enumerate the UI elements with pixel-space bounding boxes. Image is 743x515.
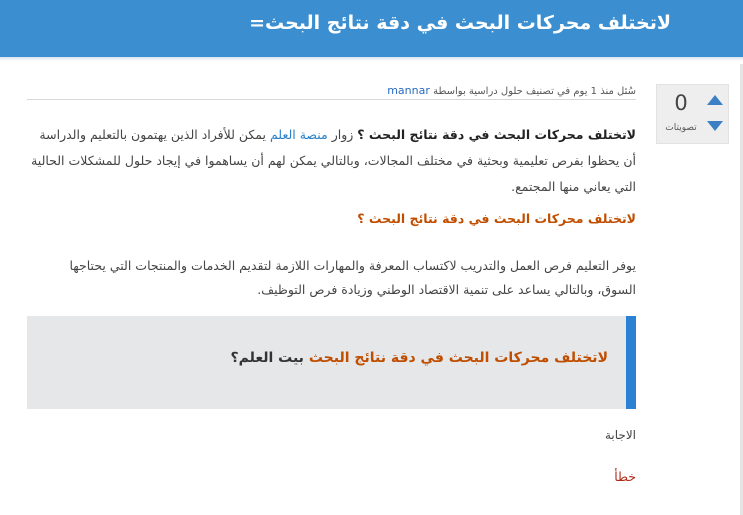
question-title: لاتختلف محركات البحث في دقة نتائج البحث= [249,12,671,34]
quote-text [231,350,609,366]
paragraph-pre-link: زوار [327,127,358,142]
vote-box [656,84,729,144]
meta-text: سُئل منذ 1 يوم في تصنيف حلول دراسية بواسطة [433,86,636,97]
vote-count: 0 [674,91,688,115]
vote-label: تصويتات [665,123,697,133]
author-link[interactable]: mannar [387,84,430,97]
question-meta [387,84,636,97]
answer-value: خطأ [614,469,636,484]
quote-site: بيت العلم؟ [230,350,304,366]
quote-question: لاتختلف محركات البحث في دقة نتائج البحث [308,350,608,366]
answer-label: الاجابة [604,428,636,442]
body-paragraph-1 [27,122,636,200]
body-subheading: لاتختلف محركات البحث في دقة نتائج البحث ؟ [357,211,636,226]
title-bar [0,0,743,57]
vote-down-icon[interactable] [707,121,723,131]
title-bar-shadow [0,57,743,61]
body-paragraph-2: يوفر التعليم فرص العمل والتدريب لاكتساب المعرفة والمهارات اللازمة لتقديم الخدمات والمنتجات التي يحتاجها السوق، وبالتالي يساعد على تنمية الاقتصاد الوطني وزيادة فرص التوظيف. [69,258,636,297]
site-link[interactable]: منصة العلم [269,127,328,142]
paragraph-rest: يمكن للأفراد الذين يهتمون بالتعليم والدراسة أن يحظوا بفرص تعليمية وبحثية في مختلف المجالات، وبالتالي يمكن لهم أن يساهموا في إيجاد حلول للمشكلات الحالية التي يعاني منها المجتمع. [31,127,636,194]
quote-box [27,316,636,409]
paragraph-question: لاتختلف محركات البحث في دقة نتائج البحث ؟ [357,127,636,142]
meta-divider [27,99,636,100]
vote-up-icon[interactable] [707,95,723,105]
